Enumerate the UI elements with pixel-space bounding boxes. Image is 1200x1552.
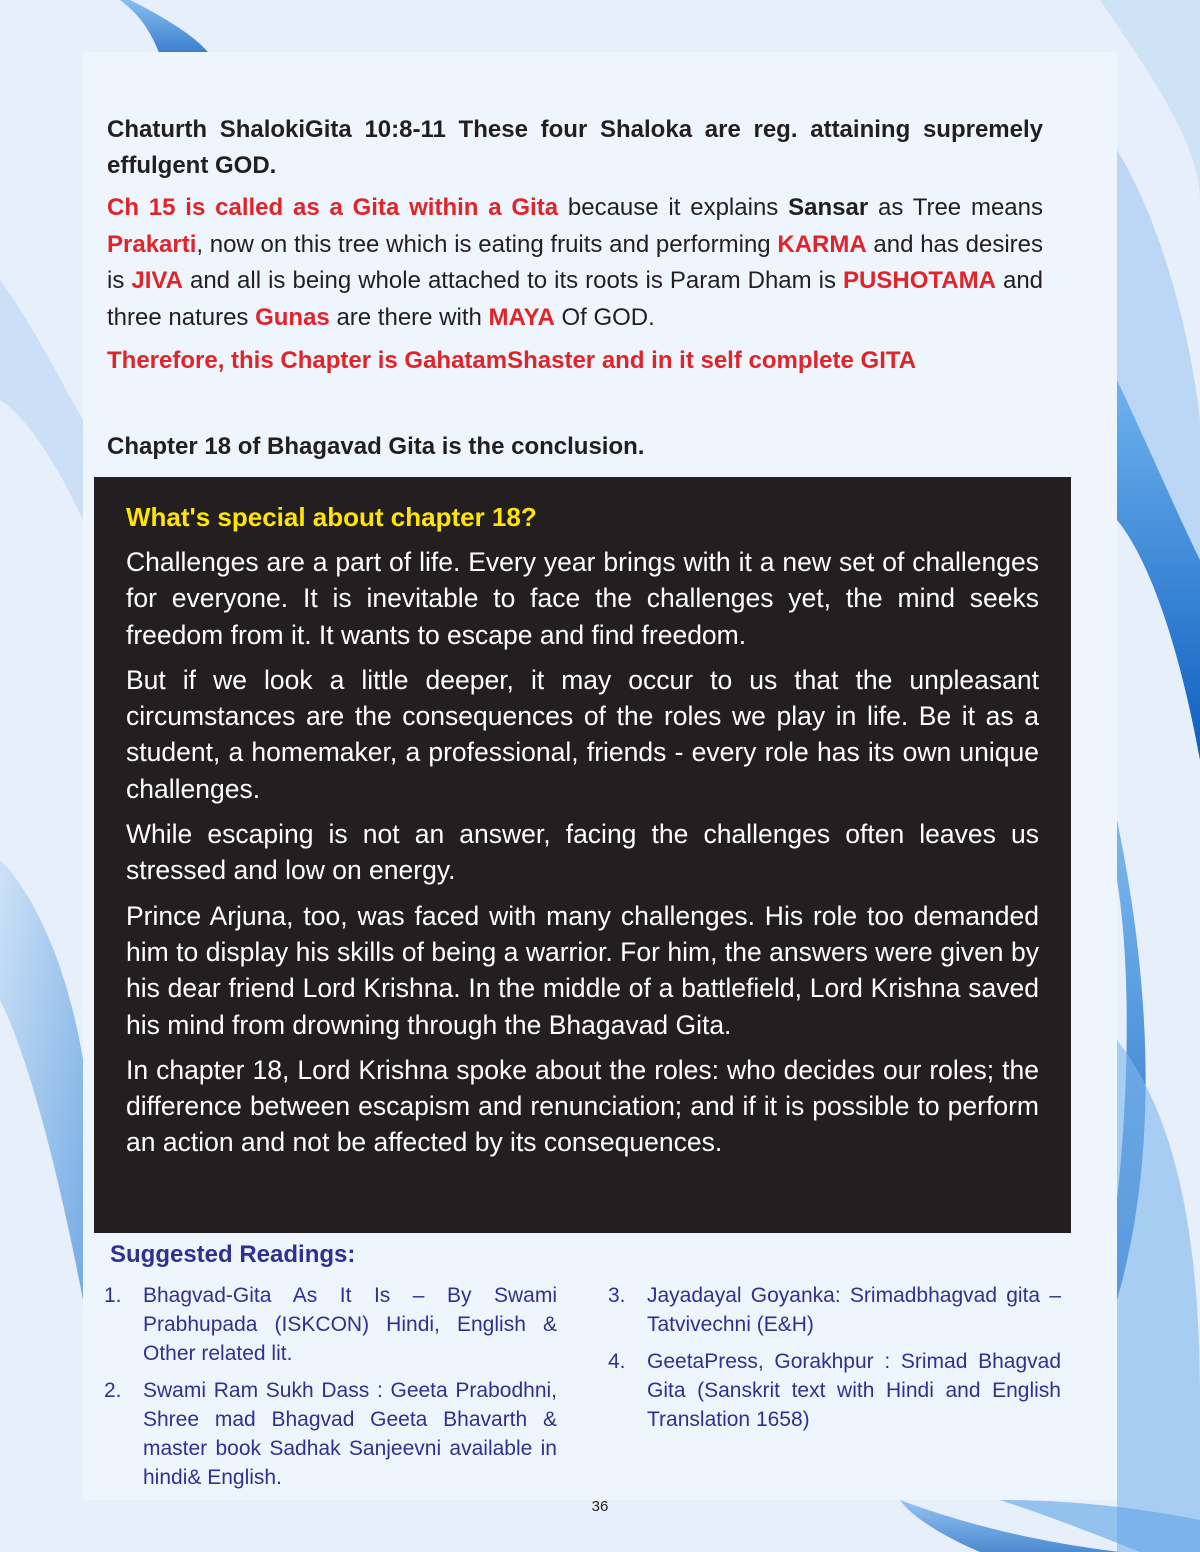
reading-number: 4. xyxy=(608,1350,626,1373)
ch15-phrase: Ch 15 is called as a Gita within a Gita xyxy=(107,194,559,221)
shloka-heading: Chaturth ShalokiGita 10:8-11 These four Shaloka are reg. attaining supremely effulgent GOD. xyxy=(107,116,1043,179)
text-span: Of GOD. xyxy=(554,303,655,331)
reading-number: 1. xyxy=(104,1284,122,1307)
jiva-term: JIVA xyxy=(131,267,183,294)
box-body xyxy=(126,544,1039,1170)
chapter18-heading: Chapter 18 of Bhagavad Gita is the conclusion. xyxy=(107,433,645,460)
reading-text: GeetaPress, Gorakhpur : Srimad Bhagvad Gita (Sanskrit text with Hindi and English Translation 1658) xyxy=(647,1350,1061,1431)
page-number: 36 xyxy=(591,1498,609,1515)
box-paragraph: Challenges are a part of life. Every year brings with it a new set of challenges for everyone. It is inevitable to face the challenges yet, the mind seeks freedom from it. It wants to escape and find freedom. xyxy=(126,547,1039,650)
text-span: as Tree means xyxy=(868,194,1044,221)
box-paragraph: In chapter 18, Lord Krishna spoke about the roles: who decides our roles; the difference between escapism and renunciation; and if it is possible to perform an action and not be affected by its consequences. xyxy=(126,1054,1039,1158)
box-paragraph: While escaping is not an answer, facing the challenges often leaves us stressed and low on energy. xyxy=(126,819,1039,886)
pushotama-term: PUSHOTAMA xyxy=(843,267,996,294)
text-span: and has desires is xyxy=(107,230,1043,294)
text-span: are there with xyxy=(329,303,489,331)
text-span: , now on this tree which is eating fruits and performing xyxy=(196,230,778,258)
reading-item xyxy=(104,1376,557,1492)
text-span: because it explains xyxy=(558,194,789,221)
gahatam-conclusion: Therefore, this Chapter is GahatamShaster and in it self complete GITA xyxy=(107,347,917,374)
box-title: What's special about chapter 18? xyxy=(126,502,537,532)
sansar-term: Sansar xyxy=(788,194,869,221)
readings-column-right xyxy=(608,1281,1061,1442)
reading-item xyxy=(104,1281,557,1368)
reading-number: 3. xyxy=(608,1284,626,1307)
reading-text: Swami Ram Sukh Dass : Geeta Prabodhni, Shree mad Bhagvad Geeta Bhavarth & master book Sadhak Sanjeevni available in hindi& English. xyxy=(143,1379,557,1489)
prakarti-term: Prakarti xyxy=(107,230,197,258)
reading-number: 2. xyxy=(104,1379,122,1402)
maya-term: MAYA xyxy=(488,303,555,331)
reading-text: Jayadayal Goyanka: Srimadbhagvad gita – Tatvivechni (E&H) xyxy=(647,1284,1061,1336)
text-span: and all is being whole attached to its roots is Param Dham is xyxy=(182,267,844,294)
box-paragraph: Prince Arjuna, too, was faced with many challenges. His role too demanded him to display his skills of being a warrior. For him, the answers were given by his dear friend Lord Krishna. In the middle of a battlefield, Lord Krishna saved his mind from drowning through the Bhagavad Gita. xyxy=(126,900,1039,1040)
reading-item xyxy=(608,1347,1061,1434)
chapter15-paragraph xyxy=(107,190,1043,336)
text-span: and three natures xyxy=(107,267,1044,331)
suggested-readings-title: Suggested Readings: xyxy=(110,1241,356,1268)
box-paragraph: But if we look a little deeper, it may occur to us that the unpleasant circumstances are the consequences of the roles we play in life. Be it as a student, a homemaker, a professional, friends - every role has its own unique challenges. xyxy=(126,664,1039,804)
gunas-term: Gunas xyxy=(255,303,330,331)
reading-item xyxy=(608,1281,1061,1339)
karma-term: KARMA xyxy=(777,230,867,258)
readings-column-left xyxy=(104,1281,557,1500)
reading-text: Bhagvad-Gita As It Is – By Swami Prabhupada (ISKCON) Hindi, English & Other related lit. xyxy=(143,1284,557,1365)
